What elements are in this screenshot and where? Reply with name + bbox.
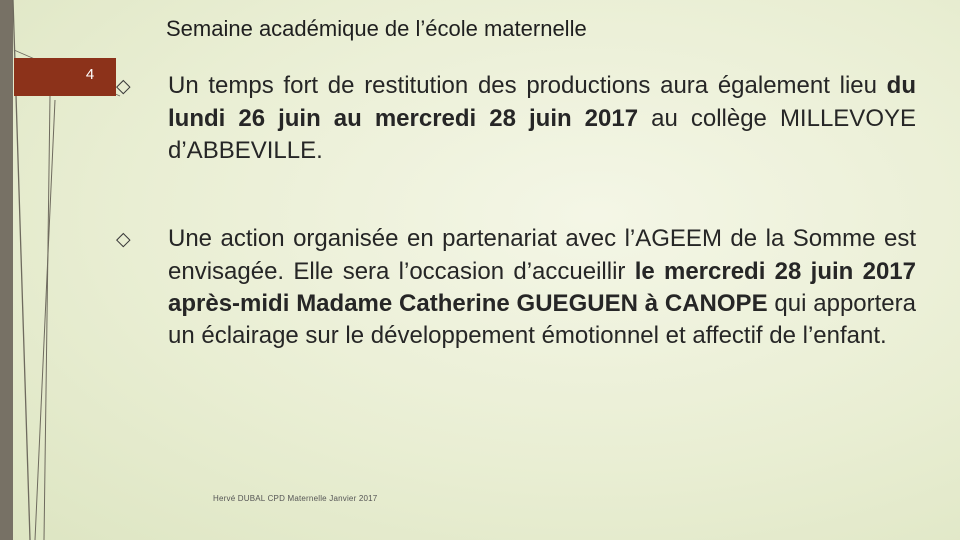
bullet-item-1 <box>116 70 916 167</box>
bullet-1-text-1: Un temps fort de restitution des productions aura également lieu <box>168 72 887 99</box>
slide-number: 4 <box>85 66 95 83</box>
bullet-2-text-bold: le mercredi 28 juin 2017 après-midi Madame Catherine GUEGUEN à CANOPE <box>168 258 917 317</box>
bullet-2-text-3: qui apportera un éclairage sur le développement émotionnel et affectif de l’enfant. <box>168 290 916 349</box>
bullet-2-text-1: Une action organisée en partenariat avec l’AGEEM de la Somme est envisagée. Elle sera l’occasion d’accueillir <box>168 225 916 285</box>
bullet-1-text-bold: du lundi 26 juin au mercredi 28 juin 2017 <box>168 72 916 132</box>
slide-title: Semaine académique de l’école maternelle <box>166 16 587 41</box>
slide-number-tab <box>14 58 116 96</box>
diamond-outline-icon: ◇ <box>116 76 131 97</box>
footer-text: Hervé DUBAL CPD Maternelle Janvier 2017 <box>213 494 378 503</box>
bullet-item-2 <box>116 223 917 352</box>
bullet-1-text-3: au collège MILLEVOYE d’ABBEVILLE. <box>168 105 916 164</box>
diamond-outline-icon: ◇ <box>116 229 131 250</box>
